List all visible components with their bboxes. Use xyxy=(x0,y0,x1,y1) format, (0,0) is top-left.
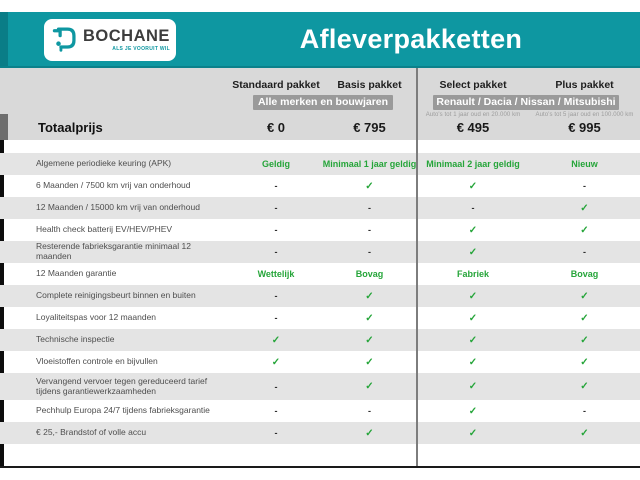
table-header xyxy=(0,68,640,140)
column-header-plus: Plus pakket xyxy=(555,79,614,91)
check-icon: ✓ xyxy=(468,224,478,236)
bochane-logo-icon xyxy=(52,23,78,58)
dash-mark: - xyxy=(368,247,371,257)
row-label: Algemene periodieke keuring (APK) xyxy=(36,158,172,169)
check-icon: ✓ xyxy=(365,356,374,368)
check-icon: ✓ xyxy=(365,312,374,324)
check-icon: ✓ xyxy=(271,356,281,368)
dash-mark: - xyxy=(471,203,475,213)
table-row xyxy=(0,400,640,422)
dash-mark: - xyxy=(274,203,278,213)
badge-brand-list: Renault / Dacia / Nissan / Mitsubishi xyxy=(433,95,619,110)
dash-mark: - xyxy=(368,225,371,235)
value-text: Minimaal 1 jaar geldig xyxy=(322,159,417,169)
check-icon: ✓ xyxy=(580,202,589,214)
check-icon: ✓ xyxy=(468,180,478,192)
row-label: 12 Maanden / 15000 km vrij van onderhoud xyxy=(36,202,200,213)
table-row xyxy=(0,422,640,444)
row-label: Vloeistoffen controle en bijvullen xyxy=(36,356,158,367)
row-label: Technische inspectie xyxy=(36,334,115,345)
value-text: Geldig xyxy=(261,159,290,169)
badge-all-brands: Alle merken en bouwjaren xyxy=(253,95,393,110)
value-text: Bovag xyxy=(570,269,599,279)
dash-mark: - xyxy=(274,225,278,235)
check-icon: ✓ xyxy=(468,312,478,324)
table-row xyxy=(0,351,640,373)
page-title: Afleverpakketten xyxy=(299,24,523,54)
check-icon: ✓ xyxy=(580,381,589,392)
check-icon: ✓ xyxy=(580,312,589,324)
check-icon: ✓ xyxy=(580,427,589,439)
dash-mark: - xyxy=(274,313,278,323)
app-header xyxy=(0,12,640,68)
price-row xyxy=(0,114,640,140)
price-select: € 495 xyxy=(456,119,490,135)
value-text: Wettelijk xyxy=(257,269,295,279)
check-icon: ✓ xyxy=(580,224,589,236)
check-icon: ✓ xyxy=(365,427,374,439)
check-icon: ✓ xyxy=(468,356,478,368)
row-label: € 25,- Brandstof of volle accu xyxy=(36,427,147,438)
table-row xyxy=(0,329,640,351)
row-label: Loyaliteitspas voor 12 maanden xyxy=(36,312,157,323)
dash-mark: - xyxy=(274,406,278,416)
caption-select: Auto's tot 1 jaar oud en 20.000 km xyxy=(425,112,521,118)
check-icon: ✓ xyxy=(468,427,478,439)
dash-mark: - xyxy=(583,406,586,416)
price-basis: € 795 xyxy=(353,119,386,135)
column-header-basis: Basis pakket xyxy=(337,79,402,91)
check-icon: ✓ xyxy=(468,405,478,417)
column-header-standaard: Standaard pakket xyxy=(232,79,320,91)
table-row xyxy=(0,219,640,241)
check-icon: ✓ xyxy=(468,290,478,302)
check-icon: ✓ xyxy=(271,334,281,346)
logo-text-block xyxy=(83,28,170,52)
column-header-select: Select pakket xyxy=(439,79,507,91)
table-bottom-border xyxy=(0,466,640,468)
group-badges xyxy=(0,95,640,110)
table-row xyxy=(0,241,640,263)
row-label: Vervangend vervoer tegen gereduceerd tarief tijdens garantiewerkzaamheden xyxy=(36,375,208,396)
row-label: Pechhulp Europa 24/7 tijdens fabrieksgarantie xyxy=(36,405,210,416)
table-row xyxy=(0,153,640,175)
value-text: Fabriek xyxy=(456,269,489,279)
check-icon: ✓ xyxy=(580,334,589,346)
group-divider-line xyxy=(416,68,418,466)
dash-mark: - xyxy=(274,428,278,438)
header-left-edge xyxy=(0,12,8,66)
logo-name: BOCHANE xyxy=(83,27,170,46)
check-icon: ✓ xyxy=(468,381,478,392)
row-label: 12 Maanden garantie xyxy=(36,268,117,279)
caption-plus: Auto's tot 5 jaar oud en 100.000 km xyxy=(535,112,634,118)
price-plus: € 995 xyxy=(568,119,601,135)
check-icon: ✓ xyxy=(580,290,589,302)
check-icon: ✓ xyxy=(365,381,374,392)
logo-tagline: ALS JE VOORUIT WIL xyxy=(112,45,170,52)
row-label: Health check batterij EV/HEV/PHEV xyxy=(36,224,173,235)
dash-mark: - xyxy=(274,247,278,257)
price-standaard: € 0 xyxy=(266,119,286,135)
dash-mark: - xyxy=(583,181,586,191)
check-icon: ✓ xyxy=(365,180,374,192)
dash-mark: - xyxy=(368,406,371,416)
check-icon: ✓ xyxy=(468,246,478,258)
table-row xyxy=(0,285,640,307)
check-icon: ✓ xyxy=(580,356,589,368)
check-icon: ✓ xyxy=(365,334,374,346)
table-body xyxy=(0,140,640,466)
value-text: Bovag xyxy=(355,269,384,279)
column-headers xyxy=(0,68,640,91)
dash-mark: - xyxy=(274,181,278,191)
table-row xyxy=(0,307,640,329)
table-row xyxy=(0,263,640,285)
row-label: Complete reinigingsbeurt binnen en buiten xyxy=(36,290,196,301)
dash-mark: - xyxy=(368,203,371,213)
dash-mark: - xyxy=(274,381,278,392)
value-text: Nieuw xyxy=(571,159,598,169)
table-row xyxy=(0,373,640,400)
dash-mark: - xyxy=(274,291,278,301)
table-row xyxy=(0,175,640,197)
row-label: 6 Maanden / 7500 km vrij van onderhoud xyxy=(36,180,191,191)
table-row xyxy=(0,197,640,219)
bochane-logo xyxy=(44,19,176,61)
spacer-row xyxy=(0,140,640,153)
check-icon: ✓ xyxy=(365,290,374,302)
value-text: Minimaal 2 jaar geldig xyxy=(426,159,520,169)
price-row-label: Totaalprijs xyxy=(38,119,103,135)
row-label: Resterende fabrieksgarantie minimaal 12 maanden xyxy=(36,241,191,261)
spacer-row-bottom xyxy=(0,444,640,466)
dash-mark: - xyxy=(583,247,586,257)
check-icon: ✓ xyxy=(468,334,478,346)
